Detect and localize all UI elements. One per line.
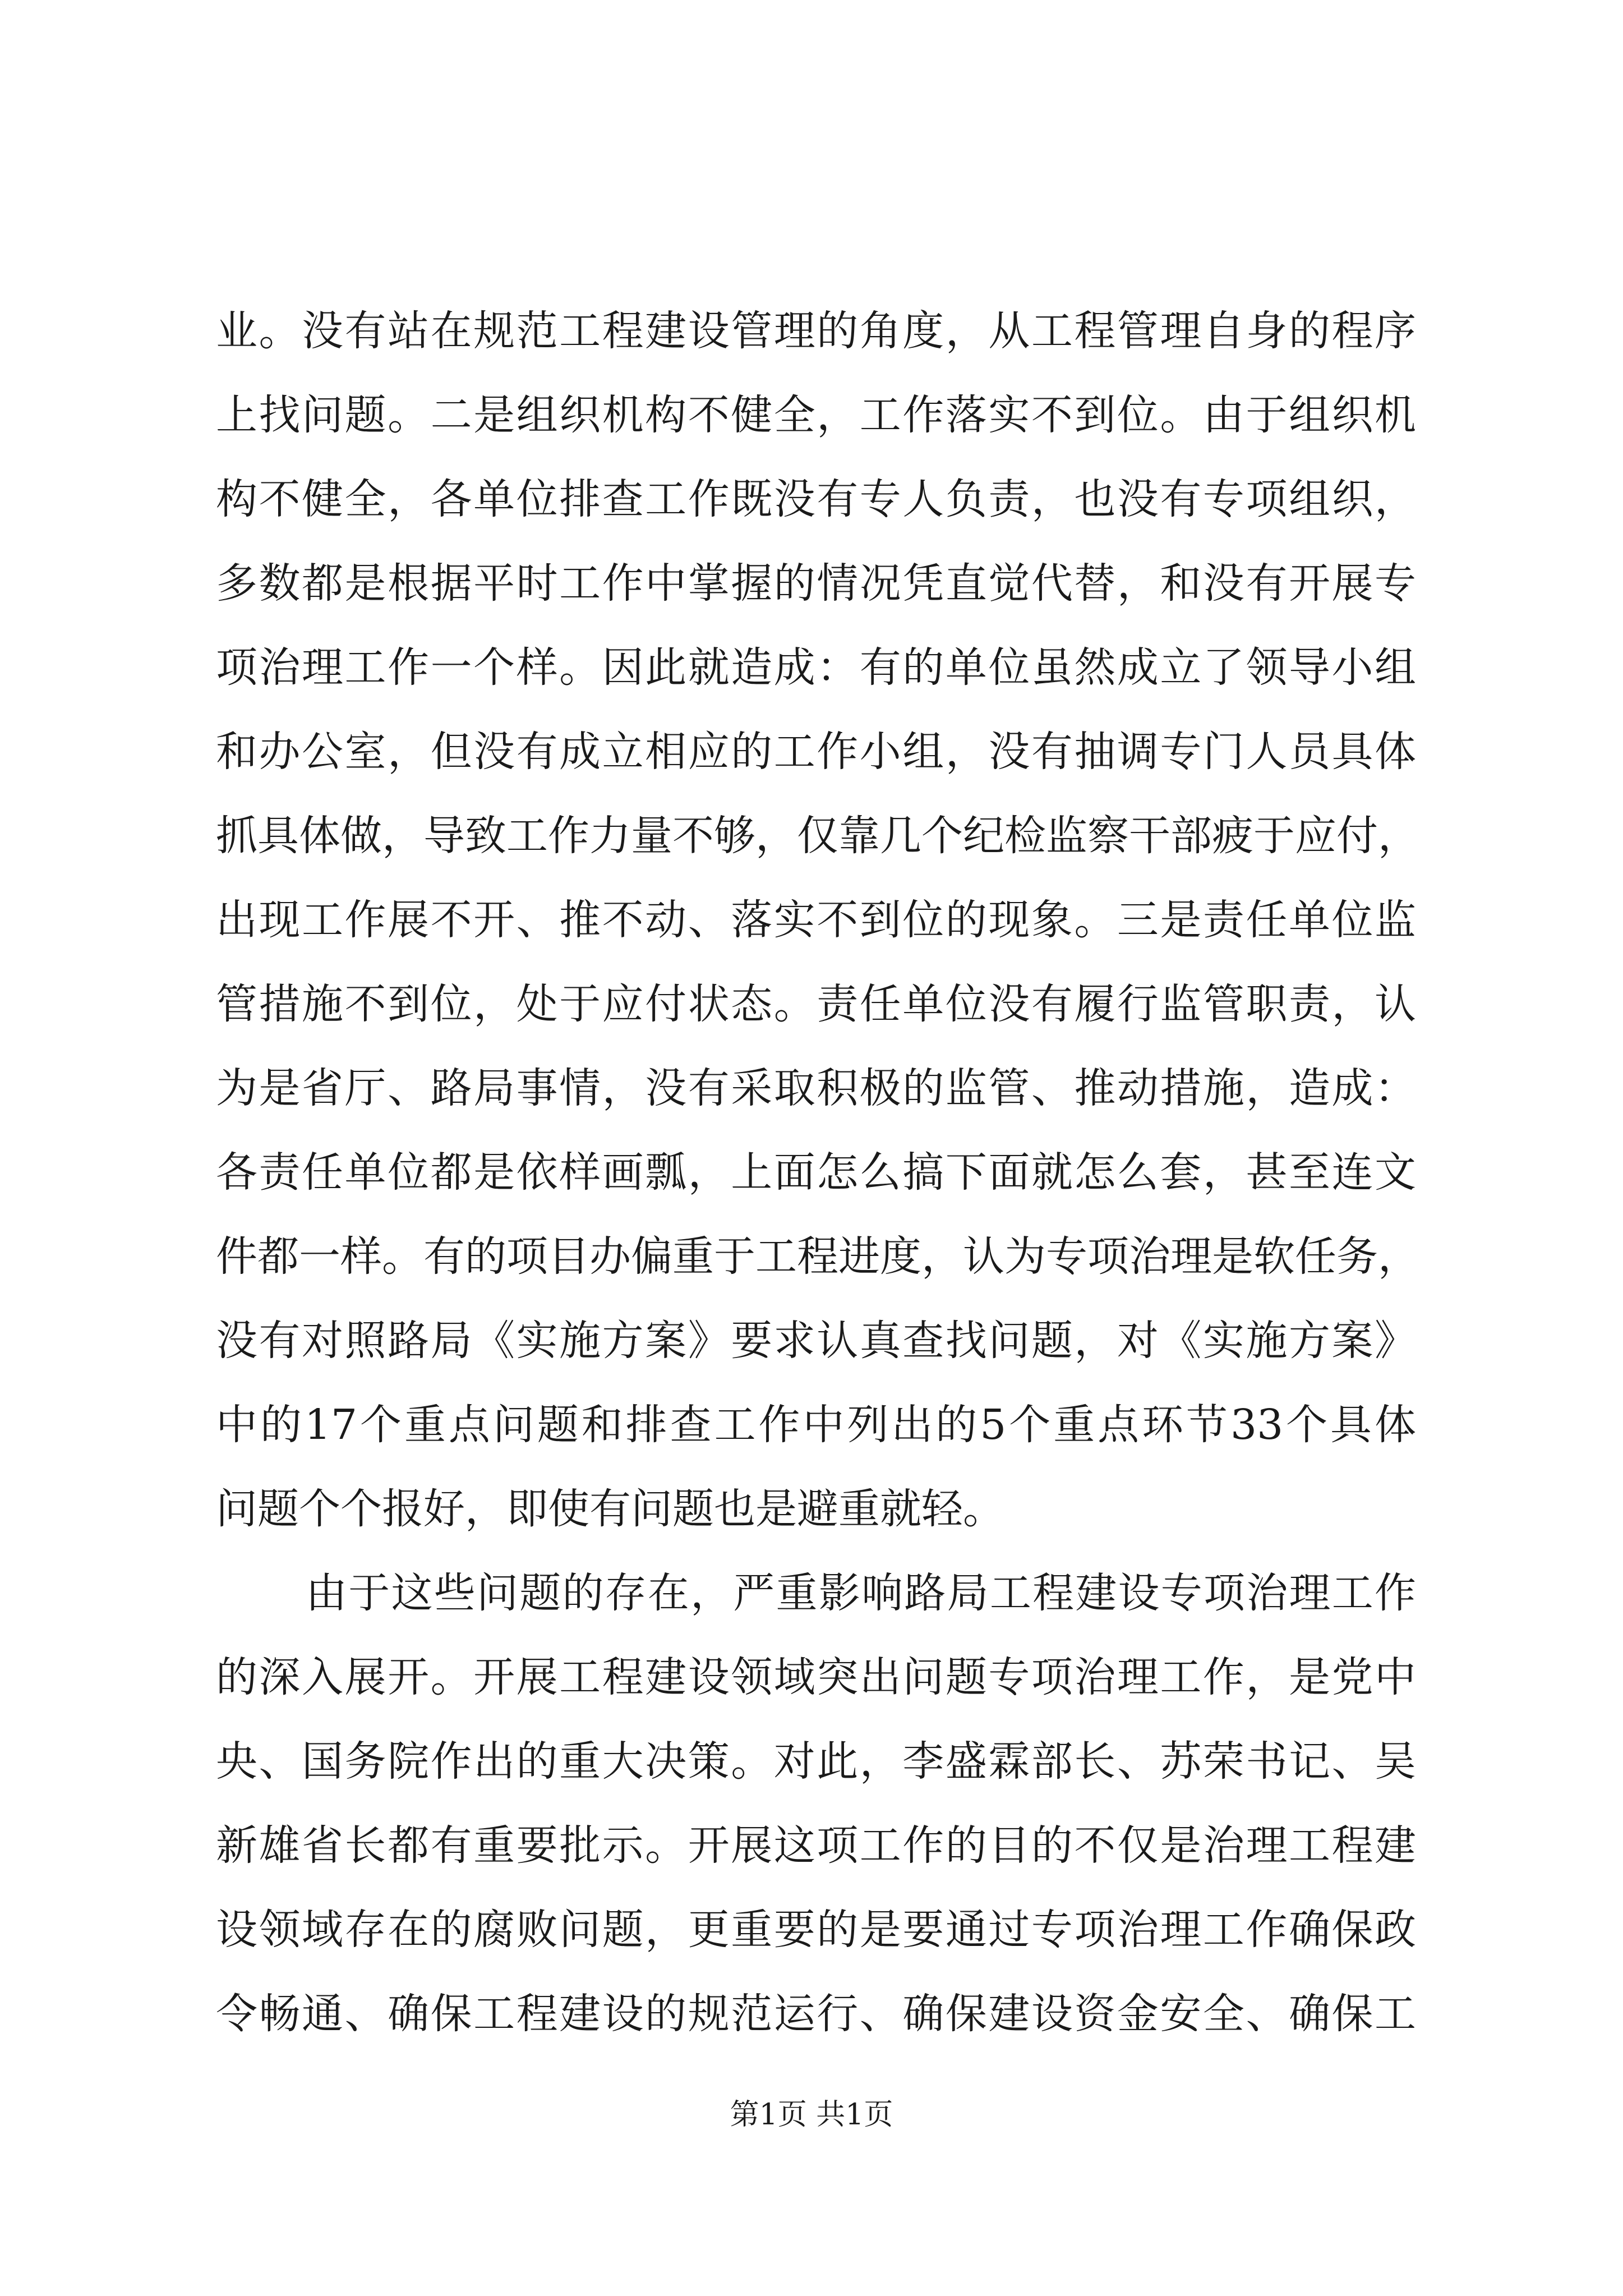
- text-line: 项治理工作一个样。因此就造成：有的单位虽然成立了领导小组: [216, 643, 1416, 692]
- text-line: 设领域存在的腐败问题，更重要的是要通过专项治理工作确保政: [216, 1906, 1416, 1954]
- text-line: 新雄省长都有重要批示。开展这项工作的目的不仅是治理工程建: [216, 1821, 1416, 1870]
- text-line: 上找问题。二是组织机构不健全，工作落实不到位。由于组织机: [216, 391, 1416, 439]
- text-line: 业。没有站在规范工程建设管理的角度，从工程管理自身的程序: [216, 307, 1416, 355]
- text-line: 令畅通、确保工程建设的规范运行、确保建设资金安全、确保工: [216, 1990, 1416, 2038]
- text-line: 中的17个重点问题和排查工作中列出的5个重点环节33个具体: [216, 1401, 1416, 1449]
- text-line: 央、国务院作出的重大决策。对此，李盛霖部长、苏荣书记、吴: [216, 1737, 1416, 1786]
- text-line: 抓具体做，导致工作力量不够，仅靠几个纪检监察干部疲于应付，: [216, 812, 1419, 860]
- text-line: 出现工作展不开、推不动、落实不到位的现象。三是责任单位监: [216, 896, 1416, 944]
- text-line: 件都一样。有的项目办偏重于工程进度，认为专项治理是软任务，: [216, 1232, 1419, 1281]
- document-body: [216, 289, 1419, 2056]
- text-line: 的深入展开。开展工程建设领域突出问题专项治理工作，是党中: [216, 1653, 1416, 1701]
- text-line: 由于这些问题的存在，严重影响路局工程建设专项治理工作: [306, 1569, 1416, 1617]
- page-number-label: 第1页 共1页: [730, 2098, 893, 2132]
- text-line: 没有对照路局《实施方案》要求认真查找问题，对《实施方案》: [216, 1317, 1416, 1365]
- text-line: 构不健全，各单位排查工作既没有专人负责，也没有专项组织，: [216, 475, 1416, 523]
- text-line: 各责任单位都是依样画瓢，上面怎么搞下面就怎么套，甚至连文: [216, 1148, 1416, 1197]
- text-line: 问题个个报好，即使有问题也是避重就轻。: [216, 1485, 1004, 1533]
- paragraph-1: [216, 289, 1419, 1551]
- page-footer: [0, 2095, 1623, 2134]
- text-line: 为是省厅、路局事情，没有采取积极的监管、推动措施，造成：: [216, 1064, 1416, 1112]
- paragraph-2: [216, 1551, 1416, 2056]
- text-line: 和办公室，但没有成立相应的工作小组，没有抽调专门人员具体: [216, 728, 1416, 776]
- text-line: 管措施不到位，处于应付状态。责任单位没有履行监管职责，认: [216, 980, 1416, 1028]
- text-line: 多数都是根据平时工作中掌握的情况凭直觉代替，和没有开展专: [216, 559, 1416, 608]
